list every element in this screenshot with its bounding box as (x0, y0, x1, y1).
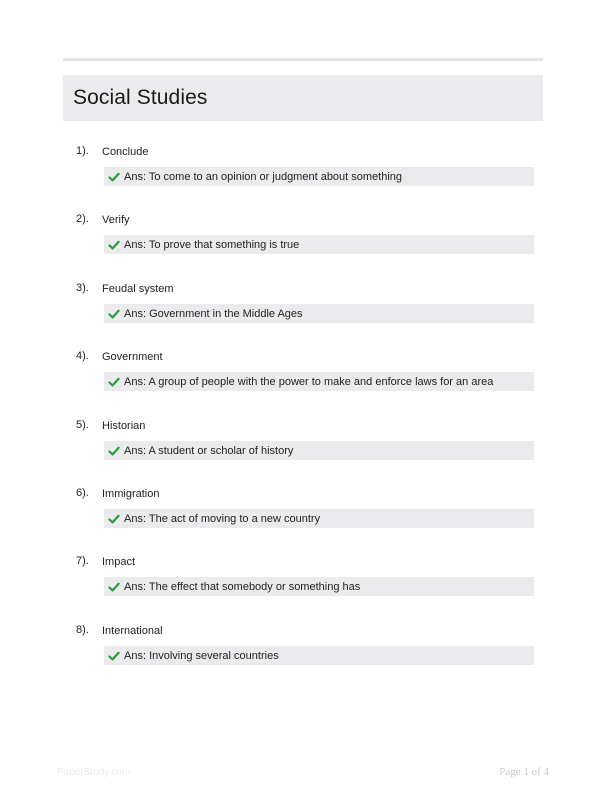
answer-text: Ans: To prove that something is true (124, 238, 300, 251)
answer-box (104, 372, 534, 391)
checkmark-icon (108, 308, 120, 320)
question-number: 7). (76, 555, 89, 567)
checkmark-icon (108, 650, 120, 662)
answer-text: Ans: The act of moving to a new country (124, 512, 321, 525)
answer-text: Ans: A student or scholar of history (124, 444, 294, 457)
page-number: Page 1 of 4 (499, 766, 549, 778)
answer-text: Ans: Government in the Middle Ages (124, 307, 303, 320)
answer-box (104, 304, 534, 323)
question-item (0, 145, 606, 205)
question-item (0, 487, 606, 547)
question-item (0, 350, 606, 410)
question-item (0, 213, 606, 273)
answer-text: Ans: The effect that somebody or something has (124, 580, 361, 593)
question-item (0, 419, 606, 479)
checkmark-icon (108, 239, 120, 251)
page-title: Social Studies (73, 86, 208, 109)
question-term: Impact (102, 556, 136, 568)
question-number: 3). (76, 282, 89, 294)
question-item (0, 555, 606, 615)
answer-box (104, 167, 534, 186)
question-term: Historian (102, 420, 146, 432)
question-number: 5). (76, 419, 89, 431)
footer-watermark: PaperStudy.com (57, 767, 131, 778)
question-term: Verify (102, 214, 130, 226)
checkmark-icon (108, 445, 120, 457)
answer-text: Ans: Involving several countries (124, 649, 279, 662)
question-term: International (102, 625, 163, 637)
question-number: 2). (76, 213, 89, 225)
checkmark-icon (108, 171, 120, 183)
answer-text: Ans: To come to an opinion or judgment about something (124, 170, 403, 183)
question-item (0, 282, 606, 342)
question-term: Feudal system (102, 283, 174, 295)
answer-box (104, 509, 534, 528)
checkmark-icon (108, 581, 120, 593)
question-term: Immigration (102, 488, 160, 500)
answer-text: Ans: A group of people with the power to make and enforce laws for an area (124, 375, 494, 388)
question-number: 4). (76, 350, 89, 362)
answer-box (104, 577, 534, 596)
answer-box (104, 235, 534, 254)
checkmark-icon (108, 376, 120, 388)
question-number: 8). (76, 624, 89, 636)
question-term: Government (102, 351, 163, 363)
question-item (0, 624, 606, 684)
question-number: 6). (76, 487, 89, 499)
answer-box (104, 441, 534, 460)
checkmark-icon (108, 513, 120, 525)
question-term: Conclude (102, 146, 149, 158)
question-number: 1). (76, 145, 89, 157)
answer-box (104, 646, 534, 665)
